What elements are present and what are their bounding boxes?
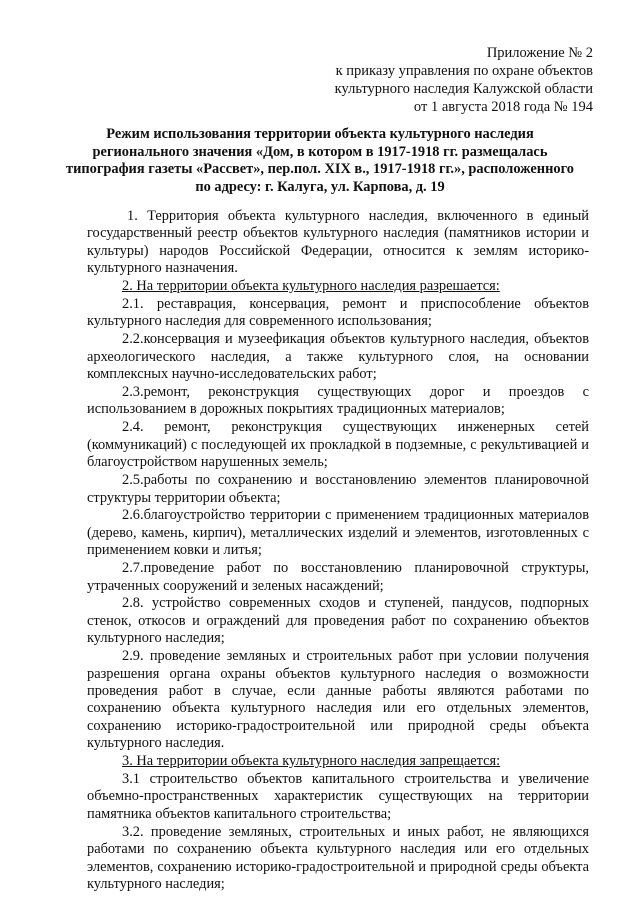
appendix-header xyxy=(335,44,593,116)
paragraph-2-2: 2.2.консервация и музеефикация объектов культурного наследия, объектов археологического наследия, а также культурного слоя, на основании комплексных научно-исследовательских работ; xyxy=(87,331,589,383)
paragraph-2-4: 2.4. ремонт, реконструкция существующих инженерных сетей (коммуникаций) с последующей их прокладкой в подземные, с рекультивацией и благоустройством нарушенных земель; xyxy=(87,419,589,471)
paragraph-3-1: 3.1 строительство объектов капитального строительства и увеличение объемно-пространственных характеристик существующих на территории памятника объектов капитального строительства; xyxy=(87,771,589,822)
paragraph-2-8: 2.8. устройство современных сходов и ступеней, пандусов, подпорных стенок, откосов и ограждений для проведения работ по сохранению объектов культурного наследия; xyxy=(87,595,589,647)
section-heading-allowed: 2. На территории объекта культурного наследия разрешается: xyxy=(122,278,500,295)
appendix-line: к приказу управления по охране объектов xyxy=(335,63,593,79)
paragraph-2-3: 2.3.ремонт, реконструкция существующих дорог и проездов с использованием в дорожных покрытиях традиционных материалов; xyxy=(87,384,589,418)
title-line: по адресу: г. Калуга, ул. Карпова, д. 19 xyxy=(195,178,445,195)
paragraph-2-9: 2.9. проведение земляных и строительных работ при условии получения разрешения органа охраны объектов культурного наследия о возможности проведения работ в случае, если данные работы являются работами по сохранению объекта культурного наследия или его отдельных элементов, сохранению историко-градостроительной или природной среды объекта культурного наследия. xyxy=(87,648,589,752)
document-body xyxy=(87,208,589,894)
paragraph-3-2: 3.2. проведение земляных, строительных и иных работ, не являющихся работами по сохранению объекта культурного наследия или его отдельных элементов, сохранению историко-градостроительной и природной среды объекта культурного наследия; xyxy=(87,823,589,892)
title-line: Режим использования территории объекта культурного наследия xyxy=(106,126,534,142)
paragraph-2-7: 2.7.проведение работ по восстановлению планировочной структуры, утраченных сооружений и зеленых насаждений; xyxy=(87,560,589,594)
section-heading-prohibited: 3. На территории объекта культурного наследия запрещается: xyxy=(122,753,501,770)
paragraph-2-1: 2.1. реставрация, консервация, ремонт и приспособление объектов культурного наследия для современного использования; xyxy=(87,296,589,330)
document-title xyxy=(60,126,580,196)
title-line: регионального значения «Дом, в котором в 1917-1918 гг. размещалась xyxy=(92,143,548,160)
title-line: типография газеты «Рассвет», пер.пол. XIX в., 1917-1918 гг.», расположенного xyxy=(66,161,574,177)
appendix-line: Приложение № 2 xyxy=(486,45,593,61)
paragraph-1: 1. Территория объекта культурного наследия, включенного в единый государственный реестр объектов культурного наследия (памятников истории и культуры) народов Российской Федерации, относится к землям историко-культурного назначения. xyxy=(87,208,589,277)
paragraph-2-5: 2.5.работы по сохранению и восстановлению элементов планировочной структуры территории объекта; xyxy=(87,472,589,506)
appendix-line: культурного наследия Калужской области xyxy=(334,81,593,97)
paragraph-2-6: 2.6.благоустройство территории с применением традиционных материалов (дерево, камень, кирпич), металлических изделий и элементов, изготовленных с применением ковки и литья; xyxy=(87,507,589,559)
appendix-line: от 1 августа 2018 года № 194 xyxy=(413,99,593,115)
